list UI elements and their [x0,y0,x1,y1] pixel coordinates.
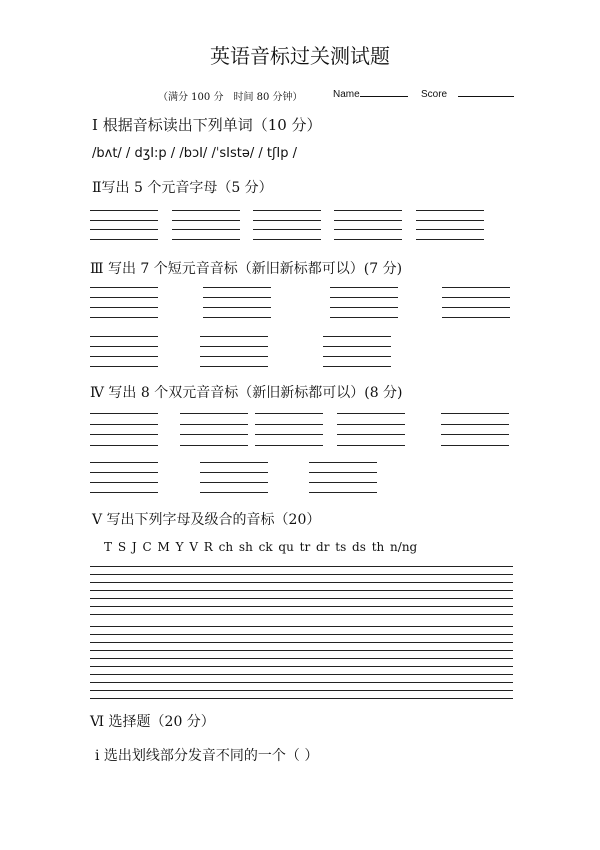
answer-line[interactable] [90,674,513,675]
answer-line[interactable] [255,424,323,425]
answer-line[interactable] [416,239,484,240]
answer-line[interactable] [90,666,513,667]
answer-line[interactable] [90,413,158,414]
page-title: 英语音标过关测试题 [210,44,390,68]
section-2-heading: Ⅱ写出 5 个元音字母（5 分） [92,180,273,196]
answer-line[interactable] [180,424,248,425]
answer-line[interactable] [90,424,158,425]
answer-line[interactable] [90,307,158,308]
section-6-heading: Ⅵ 选择题（20 分） [90,714,215,730]
phonetic-list: /bʌt/ / dʒI:p / /bɔI/ /ˈsIstə/ / tʃIp / [92,146,297,161]
answer-line[interactable] [90,606,513,607]
answer-line[interactable] [416,229,484,230]
answer-line[interactable] [323,346,391,347]
answer-line[interactable] [255,413,323,414]
answer-line[interactable] [323,336,391,337]
answer-line[interactable] [203,297,271,298]
answer-line[interactable] [309,472,377,473]
answer-line[interactable] [200,336,268,337]
answer-line[interactable] [172,239,240,240]
answer-line[interactable] [309,462,377,463]
answer-line[interactable] [442,297,510,298]
answer-line[interactable] [255,434,323,435]
answer-line[interactable] [90,682,513,683]
answer-line[interactable] [90,297,158,298]
answer-line[interactable] [203,287,271,288]
section-4-heading: Ⅳ 写出 8 个双元音音标（新旧新标都可以）(8 分) [90,385,403,401]
answer-line[interactable] [180,445,248,446]
answer-line[interactable] [90,317,158,318]
answer-line[interactable] [90,492,158,493]
answer-line[interactable] [90,366,158,367]
answer-line[interactable] [442,307,510,308]
section-3-heading: Ⅲ 写出 7 个短元音音标（新旧新标都可以）(7 分) [90,261,403,277]
answer-line[interactable] [200,366,268,367]
answer-line[interactable] [90,482,158,483]
answer-line[interactable] [172,229,240,230]
answer-line[interactable] [90,574,513,575]
answer-line[interactable] [200,356,268,357]
answer-line[interactable] [200,462,268,463]
answer-line[interactable] [442,317,510,318]
answer-line[interactable] [253,210,321,211]
answer-line[interactable] [334,229,402,230]
answer-line[interactable] [90,445,158,446]
answer-line[interactable] [416,220,484,221]
answer-line[interactable] [172,220,240,221]
score-field[interactable] [421,88,514,100]
answer-line[interactable] [253,229,321,230]
answer-line[interactable] [334,210,402,211]
answer-line[interactable] [441,445,509,446]
answer-line[interactable] [90,650,513,651]
answer-line[interactable] [200,482,268,483]
answer-line[interactable] [180,413,248,414]
answer-line[interactable] [180,434,248,435]
answer-line[interactable] [255,445,323,446]
answer-line[interactable] [334,239,402,240]
answer-line[interactable] [330,297,398,298]
score-blank[interactable] [458,88,514,97]
answer-line[interactable] [90,634,513,635]
answer-line[interactable] [90,462,158,463]
answer-line[interactable] [323,366,391,367]
answer-line[interactable] [200,472,268,473]
answer-line[interactable] [90,229,158,230]
answer-line[interactable] [330,307,398,308]
answer-line[interactable] [203,317,271,318]
answer-line[interactable] [253,220,321,221]
answer-line[interactable] [90,582,513,583]
answer-line[interactable] [90,472,158,473]
answer-line[interactable] [90,614,513,615]
answer-line[interactable] [441,413,509,414]
answer-line[interactable] [90,220,158,221]
letter-list: T S J C M Y V R ch sh ck qu tr dr ts ds th n/ng [104,540,418,554]
answer-line[interactable] [334,220,402,221]
answer-line[interactable] [323,356,391,357]
answer-line[interactable] [200,346,268,347]
answer-line[interactable] [309,492,377,493]
answer-line[interactable] [441,434,509,435]
exam-info: （满分 100 分 时间 80 分钟） [158,92,303,103]
answer-line[interactable] [90,336,158,337]
answer-line[interactable] [90,642,513,643]
answer-line[interactable] [90,598,513,599]
answer-line[interactable] [330,287,398,288]
answer-line[interactable] [90,434,158,435]
answer-line[interactable] [416,210,484,211]
answer-line[interactable] [90,698,513,699]
answer-line[interactable] [441,424,509,425]
answer-line[interactable] [200,492,268,493]
answer-line[interactable] [172,210,240,211]
question-i: ⅰ 选出划线部分发音不同的一个（ ） [95,748,319,764]
answer-line[interactable] [90,210,158,211]
score-label: Score [421,89,448,100]
answer-line[interactable] [90,239,158,240]
name-blank[interactable] [360,88,408,97]
answer-line[interactable] [203,307,271,308]
answer-line[interactable] [442,287,510,288]
answer-line[interactable] [337,445,405,446]
answer-line[interactable] [309,482,377,483]
name-field[interactable] [333,88,408,100]
answer-line[interactable] [90,566,513,567]
answer-line[interactable] [253,239,321,240]
answer-line[interactable] [330,317,398,318]
answer-line[interactable] [90,658,513,659]
section-1-heading: Ⅰ 根据音标读出下列单词（10 分） [92,116,322,134]
answer-line[interactable] [90,287,158,288]
answer-line[interactable] [337,434,405,435]
answer-line[interactable] [90,356,158,357]
answer-line[interactable] [90,590,513,591]
answer-line[interactable] [337,424,405,425]
answer-line[interactable] [90,346,158,347]
name-label: Name [333,89,360,100]
answer-line[interactable] [337,413,405,414]
answer-line[interactable] [90,626,513,627]
answer-line[interactable] [90,690,513,691]
section-5-heading: Ⅴ 写出下列字母及级合的音标（20） [92,512,321,528]
